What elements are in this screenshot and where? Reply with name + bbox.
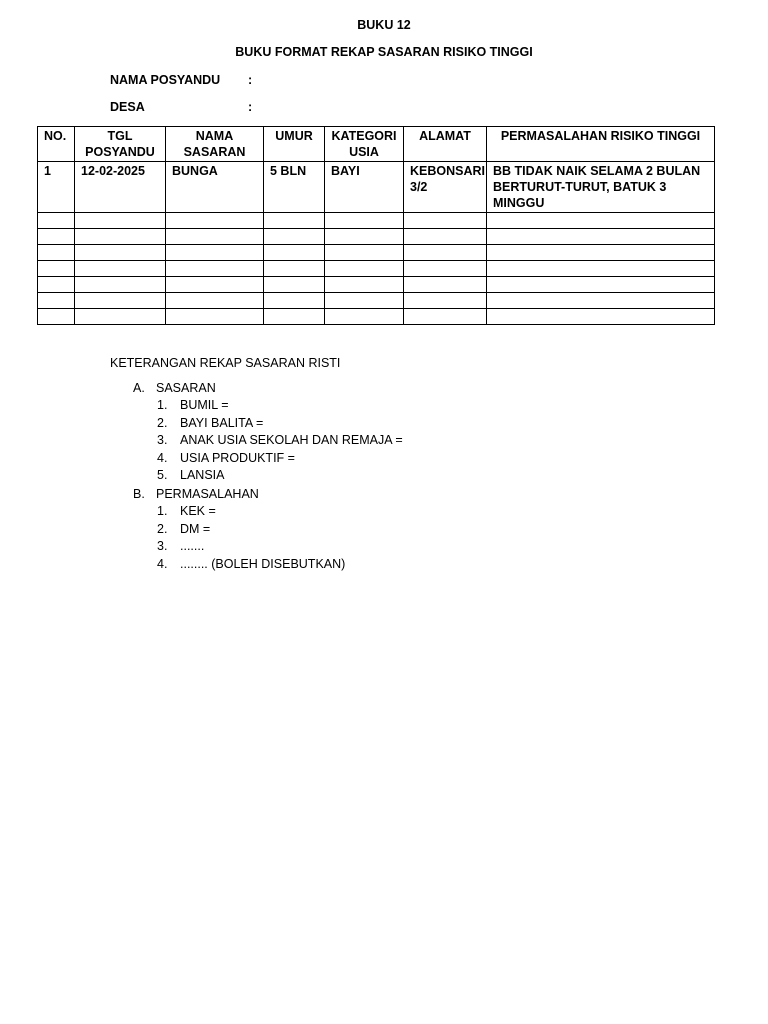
- empty-cell: [325, 293, 404, 309]
- empty-cell: [404, 309, 487, 325]
- empty-cell: [404, 245, 487, 261]
- table-row-empty: [38, 245, 715, 261]
- empty-cell: [404, 213, 487, 229]
- cell-tgl-posyandu: 12-02-2025: [75, 162, 166, 213]
- empty-cell: [264, 293, 325, 309]
- empty-cell: [264, 309, 325, 325]
- empty-cell: [38, 261, 75, 277]
- empty-cell: [404, 261, 487, 277]
- empty-cell: [38, 229, 75, 245]
- empty-cell: [404, 277, 487, 293]
- table-row-empty: [38, 293, 715, 309]
- list-item-number: 3.: [157, 433, 168, 448]
- subsection-letter: A.: [133, 381, 145, 395]
- empty-cell: [166, 293, 264, 309]
- list-item: [110, 450, 340, 468]
- field-desa: [110, 100, 252, 114]
- subsection-label: SASARAN: [156, 381, 216, 395]
- list-item-text: ANAK USIA SEKOLAH DAN REMAJA =: [180, 433, 403, 448]
- notes-section: [110, 356, 403, 573]
- list-item-text: ........ (BOLEH DISEBUTKAN): [180, 556, 346, 571]
- cell-no: 1: [38, 162, 75, 213]
- column-header-umur: UMUR: [264, 127, 325, 162]
- empty-cell: [325, 229, 404, 245]
- empty-cell: [325, 277, 404, 293]
- table-header-row: [38, 127, 715, 162]
- notes-title: KETERANGAN REKAP SASARAN RISTI: [110, 356, 341, 370]
- empty-cell: [75, 229, 166, 245]
- table-row-empty: [38, 229, 715, 245]
- list-item: [110, 521, 340, 539]
- list-item-number: 5.: [157, 468, 168, 483]
- document-title: BUKU FORMAT REKAP SASARAN RISIKO TINGGI: [235, 45, 533, 59]
- table-row-empty: [38, 261, 715, 277]
- list-item-text: BUMIL =: [180, 398, 229, 412]
- empty-cell: [325, 213, 404, 229]
- empty-cell: [264, 213, 325, 229]
- empty-cell: [75, 213, 166, 229]
- list-item-text: BAYI BALITA =: [180, 415, 264, 430]
- empty-cell: [487, 277, 715, 293]
- list-item: [110, 415, 340, 433]
- list-item: [110, 538, 340, 556]
- field-nama-posyandu: [110, 73, 252, 87]
- empty-cell: [325, 261, 404, 277]
- empty-cell: [487, 293, 715, 309]
- empty-cell: [166, 261, 264, 277]
- cell-umur: 5 BLN: [264, 162, 325, 213]
- list-item-number: 4.: [157, 450, 168, 465]
- column-header-nama-sasaran: NAMA SASARAN: [166, 127, 264, 162]
- subsection-letter: B.: [133, 486, 145, 501]
- empty-cell: [487, 229, 715, 245]
- field-separator: :: [248, 73, 253, 87]
- list-item: [110, 556, 346, 574]
- cell-alamat: KEBONSARI 3/2: [404, 162, 487, 213]
- column-header-no: NO.: [38, 127, 75, 162]
- empty-cell: [487, 245, 715, 261]
- empty-cell: [487, 213, 715, 229]
- empty-cell: [75, 277, 166, 293]
- cell-permasalahan: BB TIDAK NAIK SELAMA 2 BULAN BERTURUT-TURUT, BATUK 3 MINGGU: [487, 162, 715, 213]
- empty-cell: [264, 229, 325, 245]
- field-label: NAMA POSYANDU: [110, 73, 221, 87]
- empty-cell: [166, 229, 264, 245]
- empty-cell: [487, 309, 715, 325]
- empty-cell: [404, 293, 487, 309]
- cell-kategori-usia: BAYI: [325, 162, 404, 213]
- list-item-number: 3.: [157, 539, 168, 554]
- cell-nama-sasaran: BUNGA: [166, 162, 264, 213]
- field-label: DESA: [110, 100, 145, 114]
- notes-subsection: [110, 485, 346, 573]
- column-header-permasalahan: PERMASALAHAN RISIKO TINGGI: [487, 127, 715, 162]
- table-row-empty: [38, 213, 715, 229]
- empty-cell: [166, 213, 264, 229]
- list-item-number: 1.: [157, 398, 168, 412]
- empty-cell: [38, 309, 75, 325]
- column-header-kategori-usia: KATEGORI USIA: [325, 127, 404, 162]
- empty-cell: [75, 293, 166, 309]
- empty-cell: [166, 277, 264, 293]
- empty-cell: [75, 309, 166, 325]
- table-row-empty: [38, 277, 715, 293]
- empty-cell: [75, 245, 166, 261]
- empty-cell: [166, 309, 264, 325]
- list-item: [110, 503, 340, 521]
- list-item: [110, 397, 340, 415]
- field-separator: :: [248, 100, 253, 114]
- list-item-number: 4.: [157, 556, 168, 571]
- empty-cell: [264, 277, 325, 293]
- empty-cell: [38, 293, 75, 309]
- table-row: [38, 162, 715, 213]
- column-header-tgl-posyandu: TGL POSYANDU: [75, 127, 166, 162]
- empty-cell: [487, 261, 715, 277]
- column-header-alamat: ALAMAT: [404, 127, 487, 162]
- empty-cell: [38, 213, 75, 229]
- list-item: [110, 432, 403, 450]
- list-item: [110, 467, 340, 485]
- subsection-heading: [110, 485, 340, 503]
- list-item-text: USIA PRODUKTIF =: [180, 450, 295, 465]
- empty-cell: [264, 261, 325, 277]
- book-number: BUKU 12: [357, 18, 411, 32]
- empty-cell: [264, 245, 325, 261]
- table-row-empty: [38, 309, 715, 325]
- list-item-text: .......: [180, 539, 205, 554]
- list-item-number: 1.: [157, 503, 168, 518]
- empty-cell: [404, 229, 487, 245]
- list-item-number: 2.: [157, 415, 168, 430]
- subsection-heading: [110, 379, 340, 397]
- list-item-number: 2.: [157, 521, 168, 536]
- empty-cell: [325, 309, 404, 325]
- list-item-text: KEK =: [180, 503, 216, 518]
- empty-cell: [38, 245, 75, 261]
- list-item-text: LANSIA: [180, 468, 225, 483]
- notes-subsection: [110, 379, 403, 485]
- list-item-text: DM =: [180, 521, 211, 536]
- empty-cell: [166, 245, 264, 261]
- empty-cell: [75, 261, 166, 277]
- subsection-label: PERMASALAHAN: [156, 486, 259, 501]
- empty-cell: [38, 277, 75, 293]
- empty-cell: [325, 245, 404, 261]
- rekap-table: [37, 126, 715, 325]
